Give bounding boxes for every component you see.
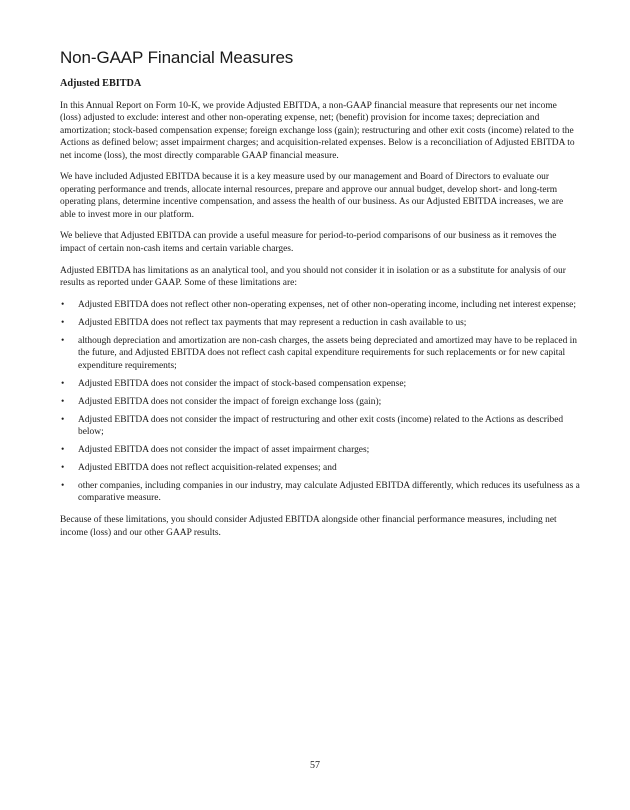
list-item-text: Adjusted EBITDA does not consider the impact of foreign exchange loss (gain); bbox=[78, 396, 382, 407]
list-item-text: other companies, including companies in our industry, may calculate Adjusted EBITDA differently, which reduces its usefulness as a comparative measure. bbox=[78, 481, 580, 504]
body-content bbox=[60, 100, 580, 549]
bullet-icon: • bbox=[61, 445, 65, 456]
list-item-text: Adjusted EBITDA does not consider the impact of asset impairment charges; bbox=[78, 445, 370, 456]
list-item-text: Adjusted EBITDA does not reflect other non-operating expenses, net of other non-operating income, including net interest expense; bbox=[78, 299, 576, 310]
bullet-icon: • bbox=[61, 317, 65, 328]
list-item bbox=[60, 317, 580, 329]
list-item-text: Adjusted EBITDA does not reflect acquisition-related expenses; and bbox=[78, 463, 337, 474]
bullet-icon: • bbox=[61, 299, 65, 310]
list-item bbox=[60, 444, 580, 456]
page-title: Non-GAAP Financial Measures bbox=[60, 48, 294, 67]
paragraph-limitations-intro: Adjusted EBITDA has limitations as an analytical tool, and you should not consider it in isolation or as a substitute for analysis of our results as reported under GAAP. Some of these limitations are: bbox=[60, 265, 566, 289]
bullet-icon: • bbox=[61, 396, 65, 407]
bullet-icon: • bbox=[61, 463, 65, 474]
list-item bbox=[60, 480, 580, 505]
list-item bbox=[60, 378, 580, 390]
paragraph-conclusion: Because of these limitations, you should consider Adjusted EBITDA alongside other financial performance measures, including net income (loss) and our other GAAP results. bbox=[60, 515, 557, 538]
list-item-text: although depreciation and amortization are non-cash charges, the assets being depreciated and amortized may have to be replaced in the future, and Adjusted EBITDA does not reflect cash capital expenditure requirements for such replacements or for new capital expenditure requirements; bbox=[78, 335, 578, 371]
limitations-list bbox=[60, 299, 580, 505]
list-item-text: Adjusted EBITDA does not reflect tax payments that may represent a reduction in cash available to us; bbox=[78, 317, 467, 328]
list-item bbox=[60, 414, 580, 439]
section-heading: Adjusted EBITDA bbox=[60, 78, 142, 89]
bullet-icon: • bbox=[61, 414, 65, 425]
list-item-text: Adjusted EBITDA does not consider the impact of stock-based compensation expense; bbox=[78, 378, 407, 389]
list-item bbox=[60, 335, 580, 372]
bullet-icon: • bbox=[61, 481, 65, 492]
bullet-icon: • bbox=[61, 378, 65, 389]
page-number: 57 bbox=[310, 760, 320, 771]
list-item-text: Adjusted EBITDA does not consider the impact of restructuring and other exit costs (income) related to the Actions as described below; bbox=[78, 414, 564, 438]
list-item bbox=[60, 462, 580, 474]
list-item bbox=[60, 396, 580, 408]
bullet-icon: • bbox=[61, 335, 65, 346]
paragraph-intro: In this Annual Report on Form 10-K, we provide Adjusted EBITDA, a non-GAAP financial measure that represents our net income (loss) adjusted to exclude: interest and other non-operating expense, net; (benefit) provision for income taxes; depreciation and amortization; stock-based compensation expense; foreign exchange loss (gain); restructuring and other exit costs (income) related to the Actions as defined below; asset impairment charges; and acquisition-related expenses. Below is a reconciliation of Adjusted EBITDA to net income (loss), the most directly comparable GAAP financial measure. bbox=[60, 101, 575, 161]
list-item bbox=[60, 299, 580, 311]
paragraph-rationale: We have included Adjusted EBITDA because it is a key measure used by our management and Board of Directors to evaluate our operating performance and trends, allocate internal resources, prepare and approve our annual budget, develop short- and long-term operating plans, determine incentive compensation, and assess the health of our business. As our Adjusted EBITDA increases, we are able to invest more in our platform. bbox=[60, 172, 564, 220]
paragraph-usefulness: We believe that Adjusted EBITDA can provide a useful measure for period-to-period comparisons of our business as it removes the impact of certain non-cash items and certain variable charges. bbox=[60, 231, 557, 254]
